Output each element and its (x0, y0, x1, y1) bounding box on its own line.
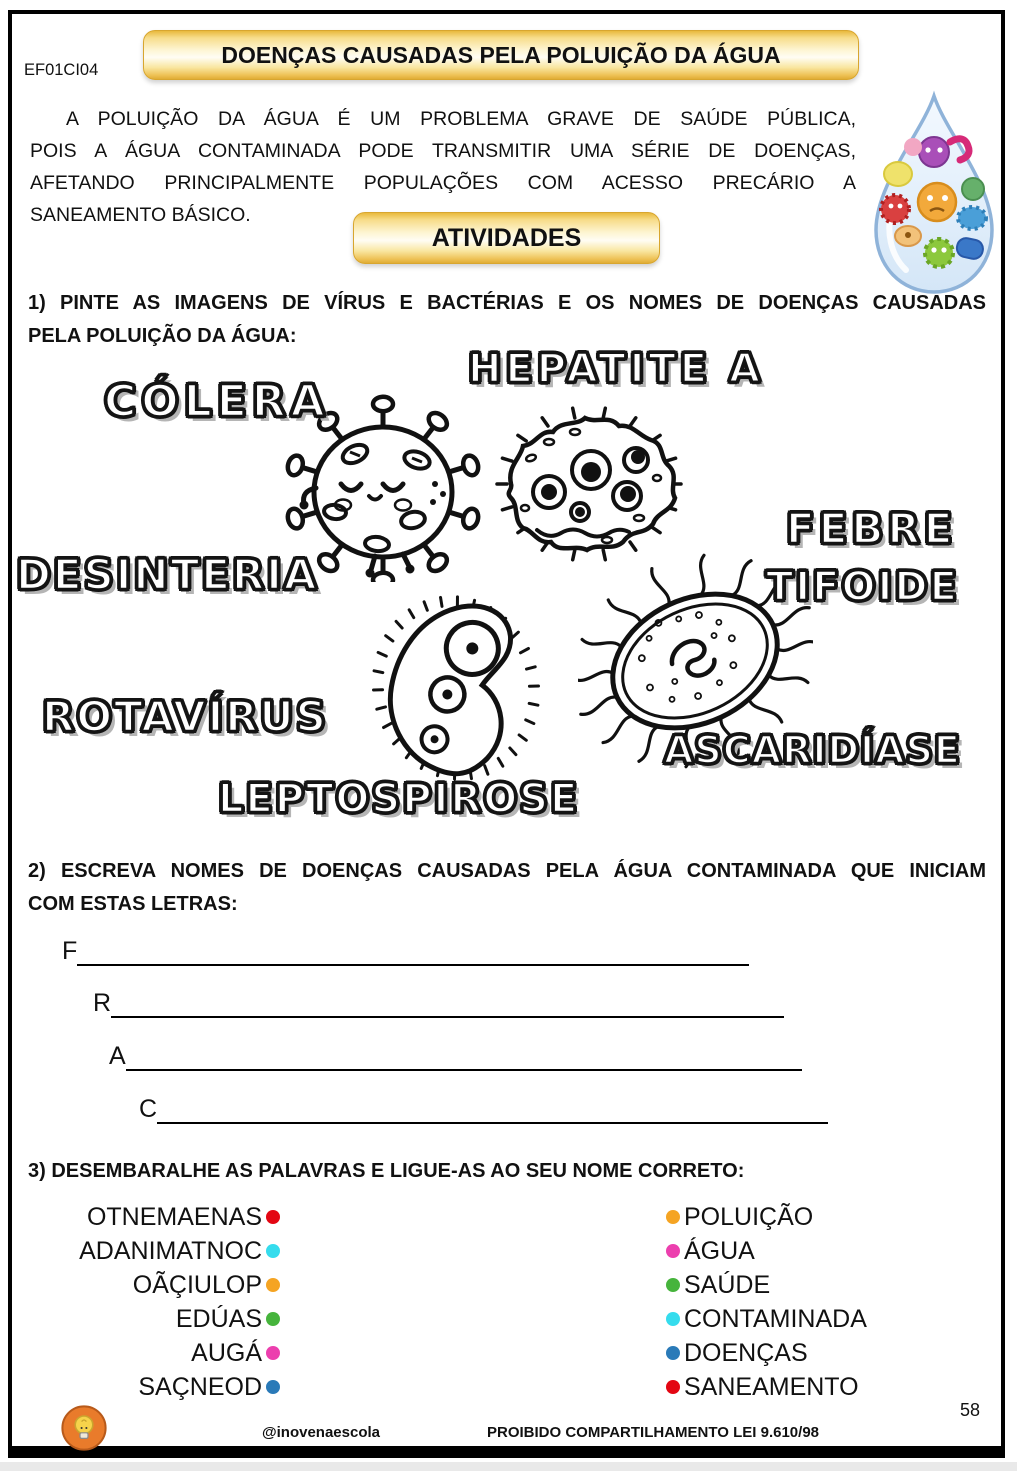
page-number: 58 (960, 1400, 981, 1420)
connector-dot[interactable] (666, 1210, 680, 1224)
answer-line-r[interactable] (93, 986, 784, 1018)
answer-item: ÁGUA (666, 1234, 986, 1268)
connector-dot[interactable] (666, 1244, 680, 1258)
letter-label: C (139, 1095, 158, 1123)
answer-line-a[interactable] (109, 1039, 802, 1071)
letter-label: A (109, 1042, 126, 1070)
connector-dot[interactable] (266, 1380, 280, 1394)
school-logo-icon (60, 1404, 108, 1452)
letter-label: R (93, 989, 112, 1017)
write-line[interactable] (126, 1039, 802, 1071)
connector-dot[interactable] (266, 1244, 280, 1258)
answer-item: SANEAMENTO (666, 1370, 986, 1404)
connector-dot[interactable] (666, 1380, 680, 1394)
write-line[interactable] (111, 986, 784, 1018)
scrambled-item: AUGÁ (58, 1336, 280, 1370)
write-line[interactable] (157, 1092, 828, 1124)
connector-dot[interactable] (266, 1312, 280, 1326)
scrambled-item: EDÚAS (58, 1302, 280, 1336)
answer-line-f[interactable] (62, 934, 749, 966)
write-line[interactable] (77, 934, 749, 966)
intro-line: AFETANDO PRINCIPALMENTE POPULAÇÕES COM ACESSO PRECÁRIO A (30, 172, 856, 194)
intro-line: POIS A ÁGUA CONTAMINADA PODE TRANSMITIR UMA SÉRIE DE DOENÇAS, (30, 140, 856, 162)
social-handle: @inovenaescola (262, 1424, 381, 1441)
page-title: DOENÇAS CAUSADAS PELA POLUIÇÃO DA ÁGUA (221, 41, 781, 68)
activity1-figure (0, 340, 1017, 856)
answer-words-column (666, 1200, 986, 1404)
connector-dot[interactable] (266, 1210, 280, 1224)
answer-line-c[interactable] (139, 1092, 828, 1124)
intro-line: A POLUIÇÃO DA ÁGUA É UM PROBLEMA GRAVE DE SAÚDE PÚBLICA, (66, 108, 856, 130)
activity3-instruction: 3) DESEMBARALHE AS PALAVRAS E LIGUE-AS AO SEU NOME CORRETO: (28, 1160, 745, 1182)
answer-item: SAÚDE (666, 1268, 986, 1302)
activity1-instruction: 1) PINTE AS IMAGENS DE VÍRUS E BACTÉRIAS E OS NOMES DE DOENÇAS CAUSADAS PELA POLUIÇÃO DA ÁGUA: (28, 292, 986, 347)
connector-dot[interactable] (266, 1346, 280, 1360)
scrambled-item: OTNEMAENAS (58, 1200, 280, 1234)
answer-item: CONTAMINADA (666, 1302, 986, 1336)
activities-banner (353, 212, 660, 264)
word-rotavirus[interactable]: ROTAVÍRUS (42, 692, 328, 741)
connector-dot[interactable] (266, 1278, 280, 1292)
curriculum-code: EF01CI04 (24, 61, 99, 79)
answer-item: POLUIÇÃO (666, 1200, 986, 1234)
word-leptospirose[interactable]: LEPTOSPIROSE (218, 776, 580, 822)
scrambled-item: OÃÇIULOP (58, 1268, 280, 1302)
activity2-instruction: 2) ESCREVA NOMES DE DOENÇAS CAUSADAS PELA ÁGUA CONTAMINADA QUE INICIAM COM ESTAS LETRAS: (28, 860, 986, 915)
word-ascaridiase[interactable]: ASCARIDÍASE (664, 728, 961, 772)
scrambled-item: ADANIMATNOC (58, 1234, 280, 1268)
title-banner (143, 30, 859, 80)
connector-dot[interactable] (666, 1278, 680, 1292)
water-drop-germs-illustration (860, 90, 1008, 298)
scrambled-words-column (58, 1200, 280, 1404)
activities-banner-label: ATIVIDADES (431, 223, 582, 252)
scrambled-item: SAÇNEOD (58, 1370, 280, 1404)
word-desinteria[interactable]: DESINTERIA (16, 550, 319, 599)
word-hepatite-a[interactable]: HEPATITE A (468, 346, 764, 392)
page-bottom-strip (0, 1462, 1017, 1471)
copyright-notice: PROIBIDO COMPARTILHAMENTO LEI 9.610/98 (487, 1424, 819, 1441)
word-colera[interactable]: CÓLERA (104, 376, 330, 427)
connector-dot[interactable] (666, 1312, 680, 1326)
word-febre[interactable]: FEBRE (786, 504, 957, 553)
ameba-bean-icon[interactable] (366, 582, 546, 794)
answer-item: DOENÇAS (666, 1336, 986, 1370)
word-tifoide[interactable]: TIFOIDE (766, 564, 959, 610)
letter-label: F (62, 937, 78, 965)
intro-line: SANEAMENTO BÁSICO. (30, 204, 251, 226)
connector-dot[interactable] (666, 1346, 680, 1360)
